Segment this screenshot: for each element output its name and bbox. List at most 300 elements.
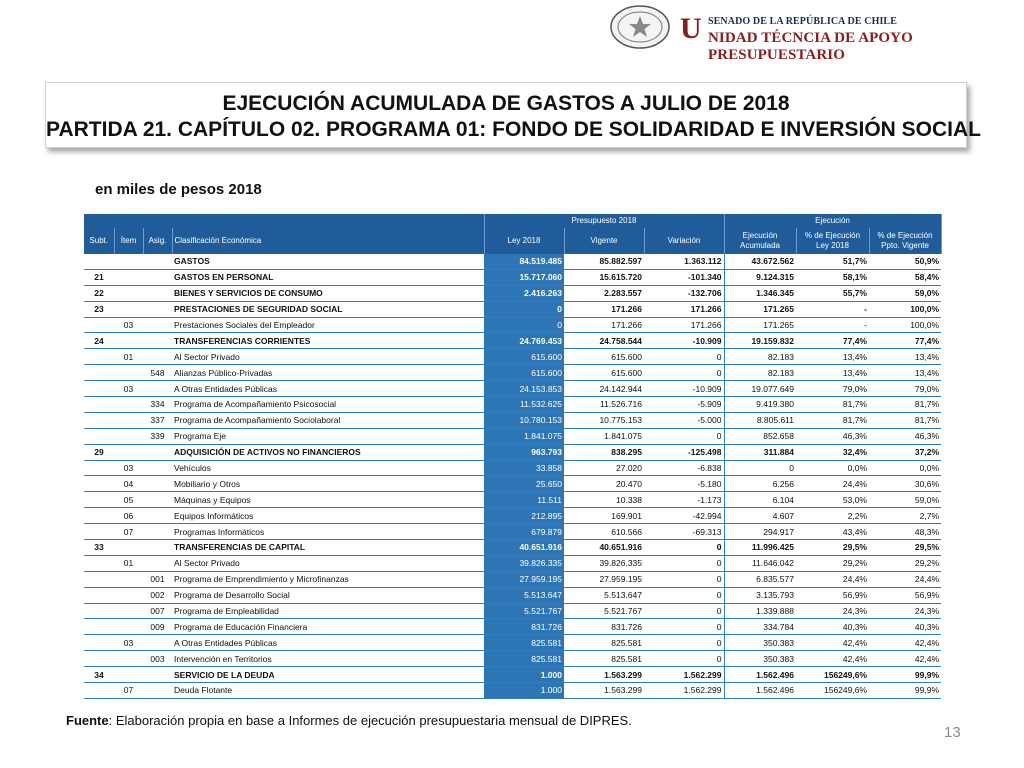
cell-ley: 39.826.335	[484, 555, 564, 571]
cell-vigente: 27.020	[564, 460, 644, 476]
cell-variacion: -6.838	[644, 460, 724, 476]
cell-asig	[143, 524, 172, 540]
cell-pct-ley: 24,4%	[796, 476, 869, 492]
cell-asig: 001	[143, 571, 172, 587]
cell-pct-vigente: 24,3%	[869, 603, 941, 619]
cell-pct-vigente: 42,4%	[869, 651, 941, 667]
cell-clasificacion: TRANSFERENCIAS CORRIENTES	[172, 333, 484, 349]
cell-pct-vigente: 77,4%	[869, 333, 941, 349]
table-row	[84, 587, 941, 603]
cell-ejecucion: 3.135.793	[724, 587, 796, 603]
cell-asig: 339	[143, 428, 172, 444]
cell-clasificacion: GASTOS	[172, 254, 484, 269]
cell-ejecucion: 6.835.577	[724, 571, 796, 587]
cell-subt	[84, 651, 114, 667]
cell-vigente: 825.581	[564, 635, 644, 651]
cell-ejecucion: 0	[724, 460, 796, 476]
cell-variacion: -125.498	[644, 444, 724, 460]
cell-ejecucion: 294.917	[724, 524, 796, 540]
cell-pct-vigente: 99,9%	[869, 683, 941, 699]
cell-item	[114, 444, 143, 460]
cell-clasificacion: Programa de Acompañamiento Sociolaboral	[172, 412, 484, 428]
col-header-pct-ley: % de Ejecución Ley 2018	[796, 228, 869, 254]
cell-item	[114, 587, 143, 603]
cell-asig	[143, 555, 172, 571]
cell-ejecucion: 82.183	[724, 365, 796, 381]
cell-asig	[143, 333, 172, 349]
cell-pct-vigente: 29,5%	[869, 540, 941, 556]
cell-variacion: 0	[644, 603, 724, 619]
cell-ley: 84.519.485	[484, 254, 564, 269]
cell-ley: 40.651.916	[484, 540, 564, 556]
cell-ley: 1.000	[484, 667, 564, 683]
cell-variacion: -5.909	[644, 397, 724, 413]
cell-item: 07	[114, 683, 143, 699]
cell-asig	[143, 254, 172, 269]
table-row	[84, 333, 941, 349]
cell-ley: 825.581	[484, 635, 564, 651]
table-row	[84, 683, 941, 699]
cell-pct-ley: 79,0%	[796, 381, 869, 397]
cell-asig: 003	[143, 651, 172, 667]
cell-pct-vigente: 100,0%	[869, 317, 941, 333]
cell-vigente: 831.726	[564, 619, 644, 635]
cell-item: 01	[114, 555, 143, 571]
table-row	[84, 412, 941, 428]
cell-variacion: -1.173	[644, 492, 724, 508]
cell-ley: 963.793	[484, 444, 564, 460]
cell-pct-ley: 0,0%	[796, 460, 869, 476]
cell-ejecucion: 19.159.832	[724, 333, 796, 349]
cell-item	[114, 571, 143, 587]
cell-vigente: 85.882.597	[564, 254, 644, 269]
cell-ejecucion: 852.658	[724, 428, 796, 444]
col-header-variacion: Variación	[644, 228, 724, 254]
col-header-vigente: Vigente	[564, 228, 644, 254]
cell-ley: 1.841.075	[484, 428, 564, 444]
cell-asig	[143, 492, 172, 508]
cell-pct-ley: 51,7%	[796, 254, 869, 269]
cell-clasificacion: SERVICIO DE LA DEUDA	[172, 667, 484, 683]
cell-ley: 10.780.153	[484, 412, 564, 428]
cell-subt	[84, 397, 114, 413]
cell-item	[114, 365, 143, 381]
cell-clasificacion: PRESTACIONES DE SEGURIDAD SOCIAL	[172, 301, 484, 317]
cell-vigente: 5.521.767	[564, 603, 644, 619]
cell-subt	[84, 508, 114, 524]
cell-item	[114, 619, 143, 635]
cell-asig: 334	[143, 397, 172, 413]
cell-item	[114, 254, 143, 269]
cell-pct-ley: 2,2%	[796, 508, 869, 524]
cell-pct-ley: 81,7%	[796, 412, 869, 428]
cell-ejecucion: 9.124.315	[724, 269, 796, 285]
cell-variacion: 0	[644, 428, 724, 444]
cell-pct-ley: 42,4%	[796, 651, 869, 667]
cell-ley: 825.581	[484, 651, 564, 667]
cell-variacion: -5.000	[644, 412, 724, 428]
table-row	[84, 269, 941, 285]
units-subtitle: en miles de pesos 2018	[95, 181, 262, 198]
cell-variacion: 0	[644, 555, 724, 571]
cell-item	[114, 285, 143, 301]
cell-pct-ley: 29,2%	[796, 555, 869, 571]
cell-variacion: 1.562.299	[644, 683, 724, 699]
col-header-ley: Ley 2018	[484, 228, 564, 254]
cell-subt	[84, 635, 114, 651]
cell-subt	[84, 365, 114, 381]
cell-item	[114, 428, 143, 444]
cell-subt	[84, 587, 114, 603]
cell-vigente: 171.266	[564, 317, 644, 333]
cell-clasificacion: BIENES Y SERVICIOS DE CONSUMO	[172, 285, 484, 301]
cell-clasificacion: Programa Eje	[172, 428, 484, 444]
cell-clasificacion: Programas Informáticos	[172, 524, 484, 540]
table-row	[84, 571, 941, 587]
cell-pct-vigente: 46,3%	[869, 428, 941, 444]
cell-subt	[84, 619, 114, 635]
cell-pct-ley: 42,4%	[796, 635, 869, 651]
cell-pct-ley: 13,4%	[796, 365, 869, 381]
cell-ejecucion: 350.383	[724, 635, 796, 651]
cell-subt: 24	[84, 333, 114, 349]
cell-subt	[84, 603, 114, 619]
cell-vigente: 1.841.075	[564, 428, 644, 444]
cell-ley: 212.895	[484, 508, 564, 524]
cell-pct-vigente: 29,2%	[869, 555, 941, 571]
cell-ley: 15.717.060	[484, 269, 564, 285]
cell-asig	[143, 269, 172, 285]
cell-pct-vigente: 2,7%	[869, 508, 941, 524]
source-label: Fuente	[66, 713, 109, 728]
cell-pct-ley: 43,4%	[796, 524, 869, 540]
cell-vigente: 615.600	[564, 349, 644, 365]
cell-subt	[84, 524, 114, 540]
cell-subt	[84, 317, 114, 333]
cell-asig: 002	[143, 587, 172, 603]
cell-asig: 009	[143, 619, 172, 635]
table-row	[84, 508, 941, 524]
cell-asig	[143, 476, 172, 492]
cell-variacion: -69.313	[644, 524, 724, 540]
table-row	[84, 603, 941, 619]
cell-clasificacion: TRANSFERENCIAS DE CAPITAL	[172, 540, 484, 556]
cell-ejecucion: 11.646.042	[724, 555, 796, 571]
cell-subt	[84, 555, 114, 571]
cell-ley: 11.511	[484, 492, 564, 508]
cell-pct-ley: 24,4%	[796, 571, 869, 587]
cell-vigente: 27.959.195	[564, 571, 644, 587]
table-row	[84, 428, 941, 444]
cell-subt: 23	[84, 301, 114, 317]
cell-subt: 29	[84, 444, 114, 460]
cell-vigente: 10.775.153	[564, 412, 644, 428]
cell-item	[114, 301, 143, 317]
cell-variacion: 0	[644, 540, 724, 556]
cell-item: 05	[114, 492, 143, 508]
cell-clasificacion: Máquinas y Equipos	[172, 492, 484, 508]
cell-variacion: 171.266	[644, 317, 724, 333]
cell-subt	[84, 254, 114, 269]
cell-asig: 007	[143, 603, 172, 619]
cell-variacion: 1.363.112	[644, 254, 724, 269]
cell-pct-vigente: 48,3%	[869, 524, 941, 540]
cell-vigente: 2.283.557	[564, 285, 644, 301]
table-row	[84, 667, 941, 683]
cell-pct-ley: 40,3%	[796, 619, 869, 635]
cell-ley: 615.600	[484, 349, 564, 365]
cell-subt	[84, 412, 114, 428]
cell-ejecucion: 19.077.649	[724, 381, 796, 397]
group-header-presupuesto: Presupuesto 2018	[484, 214, 724, 228]
cell-subt: 33	[84, 540, 114, 556]
cell-item	[114, 540, 143, 556]
cell-subt	[84, 571, 114, 587]
cell-asig	[143, 635, 172, 651]
table-row	[84, 540, 941, 556]
cell-ejecucion: 311.884	[724, 444, 796, 460]
cell-subt	[84, 683, 114, 699]
cell-pct-ley: 56,9%	[796, 587, 869, 603]
cell-vigente: 5.513.647	[564, 587, 644, 603]
cell-variacion: -10.909	[644, 333, 724, 349]
cell-vigente: 1.563.299	[564, 683, 644, 699]
cell-ley: 5.513.647	[484, 587, 564, 603]
cell-asig	[143, 381, 172, 397]
table-row	[84, 301, 941, 317]
cell-pct-vigente: 0,0%	[869, 460, 941, 476]
cell-subt	[84, 492, 114, 508]
table-row	[84, 524, 941, 540]
table-row	[84, 651, 941, 667]
cell-pct-ley: 156249,6%	[796, 667, 869, 683]
cell-asig	[143, 683, 172, 699]
cell-pct-vigente: 13,4%	[869, 365, 941, 381]
col-header-asig: Asig.	[143, 228, 172, 254]
cell-item	[114, 412, 143, 428]
table-row	[84, 635, 941, 651]
table-row	[84, 460, 941, 476]
cell-variacion: 0	[644, 651, 724, 667]
table-body	[84, 254, 941, 698]
cell-item: 03	[114, 317, 143, 333]
table-row	[84, 476, 941, 492]
cell-asig	[143, 508, 172, 524]
cell-variacion: 1.562.299	[644, 667, 724, 683]
cell-ejecucion: 8.805.611	[724, 412, 796, 428]
cell-clasificacion: Intervención en Territorios	[172, 651, 484, 667]
cell-ley: 0	[484, 317, 564, 333]
logo-initial: U	[680, 12, 702, 45]
cell-ejecucion: 334.784	[724, 619, 796, 635]
cell-variacion: 0	[644, 635, 724, 651]
table-row	[84, 317, 941, 333]
table-row	[84, 555, 941, 571]
cell-vigente: 610.566	[564, 524, 644, 540]
cell-item	[114, 397, 143, 413]
title-box	[45, 82, 981, 148]
cell-ejecucion: 171.265	[724, 301, 796, 317]
cell-ley: 679.879	[484, 524, 564, 540]
col-header-ejecucion-acumulada: Ejecución Acumulada	[724, 228, 796, 254]
cell-clasificacion: Al Sector Privado	[172, 349, 484, 365]
cell-vigente: 40.651.916	[564, 540, 644, 556]
cell-ley: 25.650	[484, 476, 564, 492]
cell-variacion: -42.994	[644, 508, 724, 524]
cell-ley: 2.416.263	[484, 285, 564, 301]
cell-pct-ley: 13,4%	[796, 349, 869, 365]
table-row	[84, 381, 941, 397]
source-text: : Elaboración propia en base a Informes de ejecución presupuestaria mensual de DIPRES.	[108, 713, 632, 728]
cell-item: 03	[114, 635, 143, 651]
cell-vigente: 15.615.720	[564, 269, 644, 285]
cell-variacion: 0	[644, 587, 724, 603]
cell-ejecucion: 1.562.496	[724, 667, 796, 683]
cell-clasificacion: A Otras Entidades Públicas	[172, 635, 484, 651]
cell-ejecucion: 9.419.380	[724, 397, 796, 413]
budget-table	[84, 214, 942, 699]
cell-vigente: 24.142.944	[564, 381, 644, 397]
cell-pct-vigente: 99,9%	[869, 667, 941, 683]
cell-subt	[84, 460, 114, 476]
cell-item: 03	[114, 381, 143, 397]
cell-clasificacion: ADQUISICIÓN DE ACTIVOS NO FINANCIEROS	[172, 444, 484, 460]
source-footer	[66, 713, 632, 728]
cell-pct-vigente: 79,0%	[869, 381, 941, 397]
cell-clasificacion: Programa de Educación Financiera	[172, 619, 484, 635]
cell-ley: 5.521.767	[484, 603, 564, 619]
cell-pct-vigente: 50,9%	[869, 254, 941, 269]
cell-variacion: -10.909	[644, 381, 724, 397]
cell-vigente: 169.901	[564, 508, 644, 524]
cell-clasificacion: Programa de Emprendimiento y Microfinanzas	[172, 571, 484, 587]
cell-pct-vigente: 81,7%	[869, 412, 941, 428]
cell-clasificacion: Programa de Desarrollo Social	[172, 587, 484, 603]
cell-ley: 24.153.853	[484, 381, 564, 397]
cell-subt	[84, 349, 114, 365]
table-row	[84, 492, 941, 508]
cell-subt	[84, 381, 114, 397]
cell-item	[114, 651, 143, 667]
cell-ley: 615.600	[484, 365, 564, 381]
cell-ley: 11.532.625	[484, 397, 564, 413]
cell-clasificacion: Equipos Informáticos	[172, 508, 484, 524]
cell-pct-ley: 32,4%	[796, 444, 869, 460]
cell-ejecucion: 11.996.425	[724, 540, 796, 556]
cell-ley: 24.769.453	[484, 333, 564, 349]
cell-ejecucion: 350.383	[724, 651, 796, 667]
cell-pct-ley: -	[796, 301, 869, 317]
cell-subt: 22	[84, 285, 114, 301]
cell-clasificacion: Alianzas Público-Privadas	[172, 365, 484, 381]
cell-vigente: 615.600	[564, 365, 644, 381]
cell-clasificacion: Deuda Flotante	[172, 683, 484, 699]
cell-pct-vigente: 13,4%	[869, 349, 941, 365]
cell-pct-ley: 81,7%	[796, 397, 869, 413]
cell-ejecucion: 82.183	[724, 349, 796, 365]
cell-variacion: 0	[644, 365, 724, 381]
title-line-2: PARTIDA 21. CAPÍTULO 02. PROGRAMA 01: FONDO DE SOLIDARIDAD E INVERSIÓN SOCIAL	[46, 118, 981, 141]
cell-vigente: 825.581	[564, 651, 644, 667]
cell-ejecucion: 1.339.888	[724, 603, 796, 619]
cell-item: 04	[114, 476, 143, 492]
cell-vigente: 24.758.544	[564, 333, 644, 349]
page-number: 13	[944, 724, 961, 741]
cell-ley: 0	[484, 301, 564, 317]
cell-clasificacion: Prestaciones Sociales del Empleador	[172, 317, 484, 333]
cell-item: 06	[114, 508, 143, 524]
cell-pct-vigente: 24,4%	[869, 571, 941, 587]
cell-pct-vigente: 59,0%	[869, 492, 941, 508]
cell-vigente: 10.338	[564, 492, 644, 508]
cell-vigente: 20.470	[564, 476, 644, 492]
cell-ejecucion: 1.562.496	[724, 683, 796, 699]
cell-pct-vigente: 58,4%	[869, 269, 941, 285]
cell-variacion: 0	[644, 619, 724, 635]
cell-vigente: 1.563.299	[564, 667, 644, 683]
cell-clasificacion: Vehículos	[172, 460, 484, 476]
table-row	[84, 397, 941, 413]
cell-vigente: 838.295	[564, 444, 644, 460]
cell-pct-ley: 58,1%	[796, 269, 869, 285]
cell-variacion: -5.180	[644, 476, 724, 492]
cell-pct-ley: 55,7%	[796, 285, 869, 301]
logo-line-unidad: NIDAD TÉCNCIA DE APOYO PRESUPUESTARIO	[708, 30, 913, 63]
cell-ley: 831.726	[484, 619, 564, 635]
cell-item: 01	[114, 349, 143, 365]
cell-item: 03	[114, 460, 143, 476]
cell-asig	[143, 317, 172, 333]
cell-item	[114, 667, 143, 683]
cell-ejecucion: 4.607	[724, 508, 796, 524]
cell-vigente: 11.526.716	[564, 397, 644, 413]
cell-item	[114, 269, 143, 285]
cell-asig	[143, 444, 172, 460]
cell-pct-ley: 46,3%	[796, 428, 869, 444]
cell-ejecucion: 171.265	[724, 317, 796, 333]
cell-pct-vigente: 30,6%	[869, 476, 941, 492]
cell-item: 07	[114, 524, 143, 540]
cell-asig	[143, 285, 172, 301]
cell-pct-ley: -	[796, 317, 869, 333]
table-row	[84, 619, 941, 635]
table-row	[84, 365, 941, 381]
group-header-ejecucion: Ejecución	[724, 214, 941, 228]
cell-asig	[143, 667, 172, 683]
cell-pct-vigente: 40,3%	[869, 619, 941, 635]
cell-subt: 34	[84, 667, 114, 683]
cell-ejecucion: 6.104	[724, 492, 796, 508]
cell-clasificacion: Al Sector Privado	[172, 555, 484, 571]
cell-clasificacion: GASTOS EN PERSONAL	[172, 269, 484, 285]
title-line-1: EJECUCIÓN ACUMULADA DE GASTOS A JULIO DE 2018	[222, 92, 790, 115]
table-header	[84, 214, 941, 254]
cell-subt	[84, 476, 114, 492]
cell-ley: 33.858	[484, 460, 564, 476]
cell-pct-ley: 77,4%	[796, 333, 869, 349]
cell-asig	[143, 349, 172, 365]
cell-asig: 548	[143, 365, 172, 381]
cell-variacion: -101.340	[644, 269, 724, 285]
cell-ejecucion: 43.672.562	[724, 254, 796, 269]
table-row	[84, 444, 941, 460]
cell-ley: 1.000	[484, 683, 564, 699]
col-header-pct-vigente: % de Ejecución Ppto. Vigente	[869, 228, 941, 254]
cell-variacion: 0	[644, 349, 724, 365]
cell-clasificacion: Programa de Acompañamiento Psicosocial	[172, 397, 484, 413]
cell-pct-ley: 156249,6%	[796, 683, 869, 699]
cell-ejecucion: 1.346.345	[724, 285, 796, 301]
